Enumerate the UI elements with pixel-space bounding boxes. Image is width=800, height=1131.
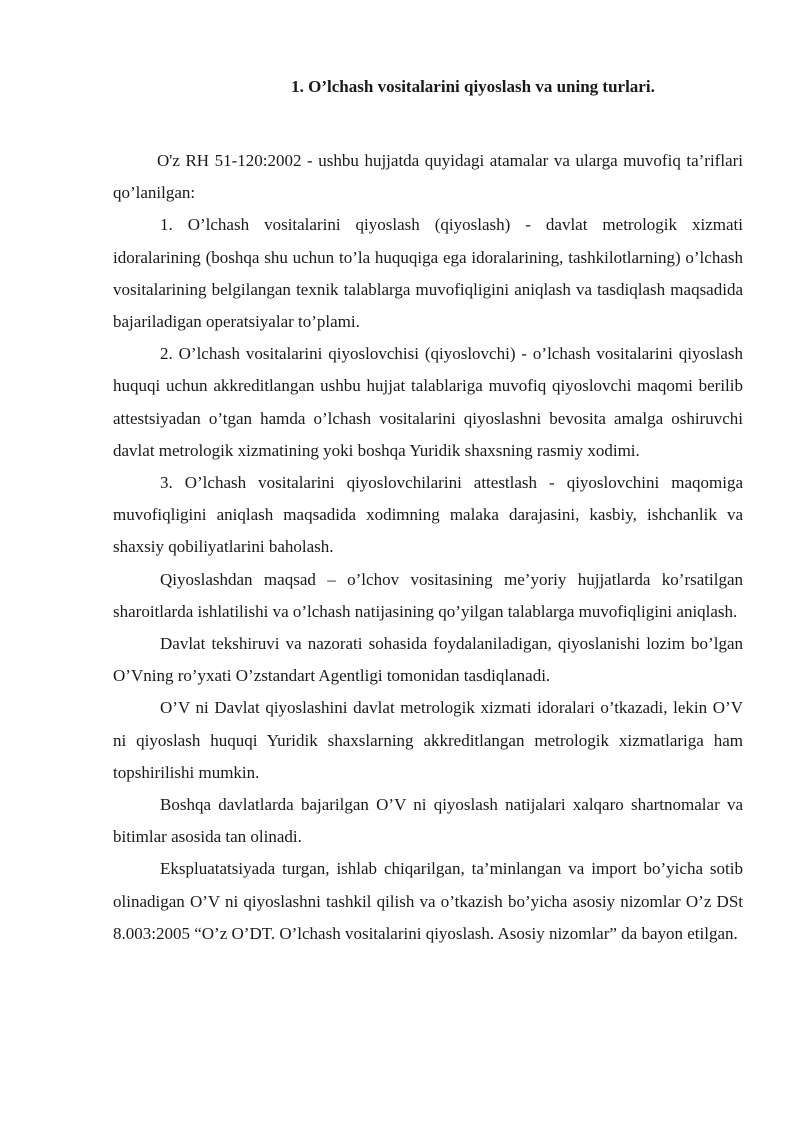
paragraph-definition-1: 1. O’lchash vositalarini qiyoslash (qiyoslash) - davlat metrologik xizmati idoralarining (boshqa shu uchun to’la huquqiga ega idoralarining, tashkilotlarning) o’lchash vositalarining belgilangan texnik talablarga muvofiqligini aniqlash va tasdiqlash maqsadida bajariladigan operatsiyalar to’plami. bbox=[113, 215, 743, 332]
paragraph-purpose: Qiyoslashdan maqsad – o’lchov vositasining me’yoriy hujjatlarda ko’rsatilgan sharoitlarda ishlatilishi va o’lchash natijasining qo’yilgan talablarga muvofiqligini aniqlash. bbox=[113, 569, 743, 621]
paragraph-state-control: Davlat tekshiruvi va nazorati sohasida foydalaniladigan, qiyoslanishi lozim bo’lgan O’Vning ro’yxati O’zstandart Agentligi tomonidan tasdiqlanadi. bbox=[113, 634, 743, 686]
document-body bbox=[113, 145, 743, 950]
paragraph-regulations: Ekspluatatsiyada turgan, ishlab chiqarilgan, ta’minlangan va import bo’yicha sotib olinadigan O’V ni qiyoslashni tashkil qilish va o’tkazish bo’yicha asosiy nizomlar O’z DSt 8.003:2005 “O’z O’DT. O’lchash vositalarini qiyoslash. Asosiy nizomlar” da bayon etilgan. bbox=[113, 859, 743, 943]
document-page bbox=[113, 70, 743, 950]
paragraph-foreign-results: Boshqa davlatlarda bajarilgan O’V ni qiyoslash natijalari xalqaro shartnomalar va bitimlar asosida tan olinadi. bbox=[113, 795, 743, 847]
paragraph-definition-3: 3. O’lchash vositalarini qiyoslovchilarini attestlash - qiyoslovchini maqomiga muvofiqligini aniqlash maqsadida xodimning malaka darajasini, kasbiy, ishchanlik va shaxsiy qobiliyatlarini baholash. bbox=[113, 473, 743, 557]
paragraph-definition-2: 2. O’lchash vositalarini qiyoslovchisi (qiyoslovchi) - o’lchash vositalarini qiyoslash huquqi uchun akkreditlangan ushbu hujjat talablariga muvofiq qiyoslovchi maqomi berilib attestsiyadan o’tgan hamda o’lchash vositalarini qiyoslashni bevosita amalga oshiruvchi davlat metrologik xizmatining yoki boshqa Yuridik shaxsning rasmiy xodimi. bbox=[113, 344, 743, 460]
paragraph-intro: O'z RH 51-120:2002 - ushbu hujjatda quyidagi atamalar va ularga muvofiq ta’riflari qo’lanilgan: bbox=[113, 151, 743, 203]
document-title: 1. O’lchash vositalarini qiyoslash va uning turlari. bbox=[291, 77, 655, 96]
paragraph-state-verification: O’V ni Davlat qiyoslashini davlat metrologik xizmati idoralari o’tkazadi, lekin O’V ni qiyoslash huquqi Yuridik shaxslarning akkreditlangan metrologik xizmatlariga ham topshirilishi mumkin. bbox=[113, 698, 743, 782]
